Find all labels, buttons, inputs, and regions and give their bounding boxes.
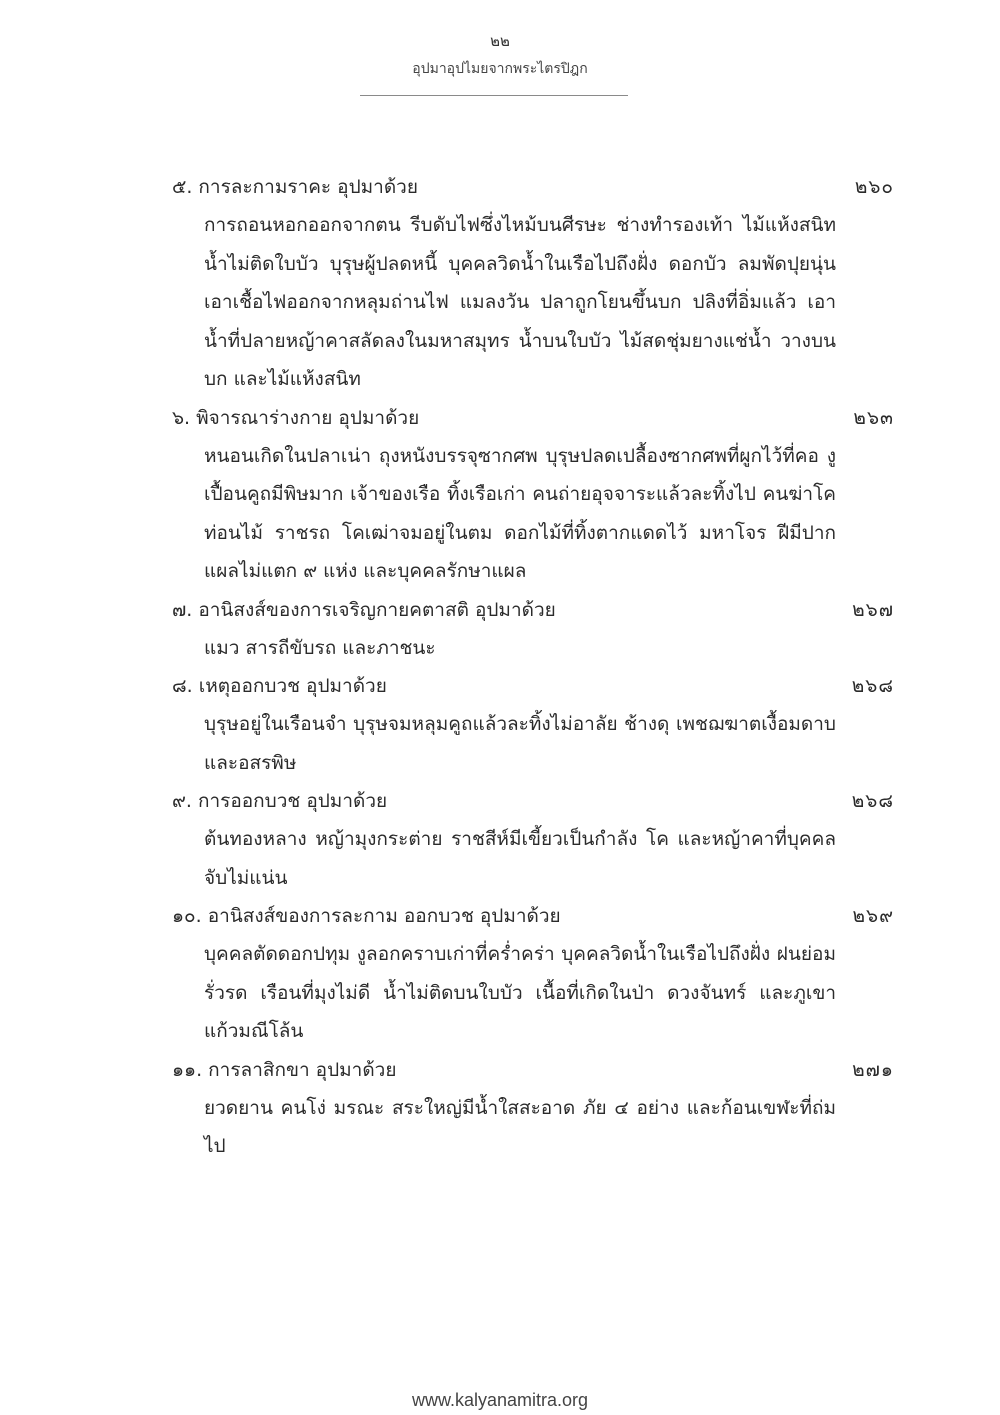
- toc-entry-number: ๙.: [172, 790, 192, 812]
- toc-entry-page: ๒๗๑: [852, 1058, 894, 1081]
- toc-entry-page: ๒๖๘: [851, 675, 894, 697]
- toc-entry-number: ๗.: [172, 598, 193, 621]
- toc-entry-description: การถอนหอกออกจากตน รีบดับไฟซึ่งไหม้บนศีรษะ ช่างทำรองเท้า ไม้แห้งสนิท น้ำไม่ติดใบบัว บุรุษผู้ปลดหนี้ บุคคลวิดน้ำในเรือไปถึงฝั่ง ดอกบัว ลมพัดปุยนุ่น เอาเชื้อไฟออกจากหลุมถ่านไฟ แมลงวัน ปลาถูกโยนขึ้นบก ปลิงที่อิ่มแล้ว เอาน้ำที่ปลายหญ้าคาสลัดลงในมหาสมุทร น้ำบนใบบัว ไม้สดชุ่มยางแช่น้ำ วางบนบก และไม้แห้งสนิท: [204, 214, 836, 390]
- toc-entry-title-line: [172, 399, 419, 437]
- toc-entry-heading: [172, 399, 894, 437]
- toc-entry-heading: [172, 591, 894, 629]
- toc-entry-title: อานิสงส์ของการเจริญกายคตาสติ อุปมาด้วย: [198, 598, 556, 621]
- toc-entry-number: ๑๑.: [172, 1058, 203, 1081]
- header-divider: [360, 95, 628, 96]
- toc-entry-title-line: [172, 667, 387, 705]
- toc-entry-title-line: [172, 591, 556, 629]
- toc-entry-number: ๕.: [172, 176, 193, 198]
- toc-entry-description: หนอนเกิดในปลาเน่า ถุงหนังบรรจุซากศพ บุรุษปลดเปลื้องซากศพที่ผูกไว้ที่คอ งูเปื้อนคูถมีพิษมาก เจ้าของเรือ ทิ้งเรือเก่า คนถ่ายอุจจาระแล้วละทิ้งไป คนฆ่าโคท่อนไม้ ราชรถ โคเฒ่าจมอยู่ในตม ดอกไม้ที่ทิ้งตากแดดไว้ มหาโจร ฝีมีปากแผลไม่แตก ๙ แห่ง และบุคคลรักษาแผล: [204, 444, 836, 582]
- toc-entry-title: พิจารณาร่างกาย อุปมาด้วย: [196, 406, 420, 429]
- toc-entry-title: อานิสงส์ของการละกาม ออกบวช อุปมาด้วย: [207, 905, 561, 927]
- toc-entry-title: การออกบวช อุปมาด้วย: [197, 790, 388, 812]
- toc-entry-heading: [172, 782, 894, 820]
- toc-entry: [172, 1051, 894, 1166]
- toc-entry-page: ๒๖๓: [853, 406, 894, 429]
- toc-entry: [172, 782, 894, 897]
- toc-entry-heading: [172, 168, 894, 206]
- toc-entry: [172, 591, 894, 668]
- toc-entry-number: ๘.: [172, 675, 193, 697]
- toc-entry-heading: [172, 667, 894, 705]
- toc-entry-description: ต้นทองหลาง หญ้ามุงกระต่าย ราชสีห์มีเขี้ยวเป็นกำลัง โค และหญ้าคาที่บุคคลจับไม่แน่น: [204, 828, 836, 889]
- toc-entry-page: ๒๖๙: [852, 905, 894, 927]
- toc-entry-page: ๒๖๘: [851, 790, 894, 812]
- table-of-contents: [172, 168, 894, 1166]
- toc-entry-title-line: [172, 897, 561, 935]
- toc-entry-description: บุคคลตัดดอกปทุม งูลอกคราบเก่าที่คร่ำคร่า บุคคลวิดน้ำในเรือไปถึงฝั่ง ฝนย่อมรั่วรด เรือนที่มุงไม่ดี น้ำไม่ติดบนใบบัว เนื้อที่เกิดในป่า ดวงจันทร์ และภูเขาแก้วมณีโล้น: [204, 943, 836, 1042]
- toc-entry-title-line: [172, 782, 387, 820]
- toc-entry-page: ๒๖๐: [854, 176, 894, 198]
- toc-entry-description: บุรุษอยู่ในเรือนจำ บุรุษจมหลุมคูถแล้วละทิ้งไม่อาลัย ช้างดุ เพชฌฆาตเงื้อมดาบและอสรพิษ: [204, 713, 836, 774]
- toc-entry-title: การละกามราคะ อุปมาด้วย: [198, 176, 418, 198]
- toc-entry-heading: [172, 897, 894, 935]
- toc-entry: [172, 667, 894, 782]
- toc-entry-page: ๒๖๗: [852, 598, 894, 621]
- toc-entry-description: ยวดยาน คนโง่ มรณะ สระใหญ่มีน้ำใสสะอาด ภัย ๔ อย่าง และก้อนเขฬะที่ถ่มไป: [204, 1096, 836, 1157]
- toc-entry: [172, 399, 894, 591]
- toc-entry: [172, 168, 894, 399]
- toc-entry-title: เหตุออกบวช อุปมาด้วย: [198, 675, 387, 697]
- page-header: [0, 30, 1000, 80]
- toc-entry-description: แมว สารถีขับรถ และภาชนะ: [204, 636, 436, 659]
- toc-entry-heading: [172, 1051, 894, 1089]
- page-number: ๒๒: [490, 32, 510, 50]
- toc-entry: [172, 897, 894, 1051]
- toc-entry-title: การลาสิกขา อุปมาด้วย: [208, 1058, 397, 1081]
- toc-entry-number: ๖.: [172, 406, 191, 429]
- toc-entry-title-line: [172, 1051, 396, 1089]
- footer-website: www.kalyanamitra.org: [411, 1390, 589, 1410]
- book-title: อุปมาอุปไมยจากพระไตรปิฎก: [412, 61, 588, 77]
- toc-entry-number: ๑๐.: [172, 905, 202, 927]
- toc-entry-title-line: [172, 168, 418, 206]
